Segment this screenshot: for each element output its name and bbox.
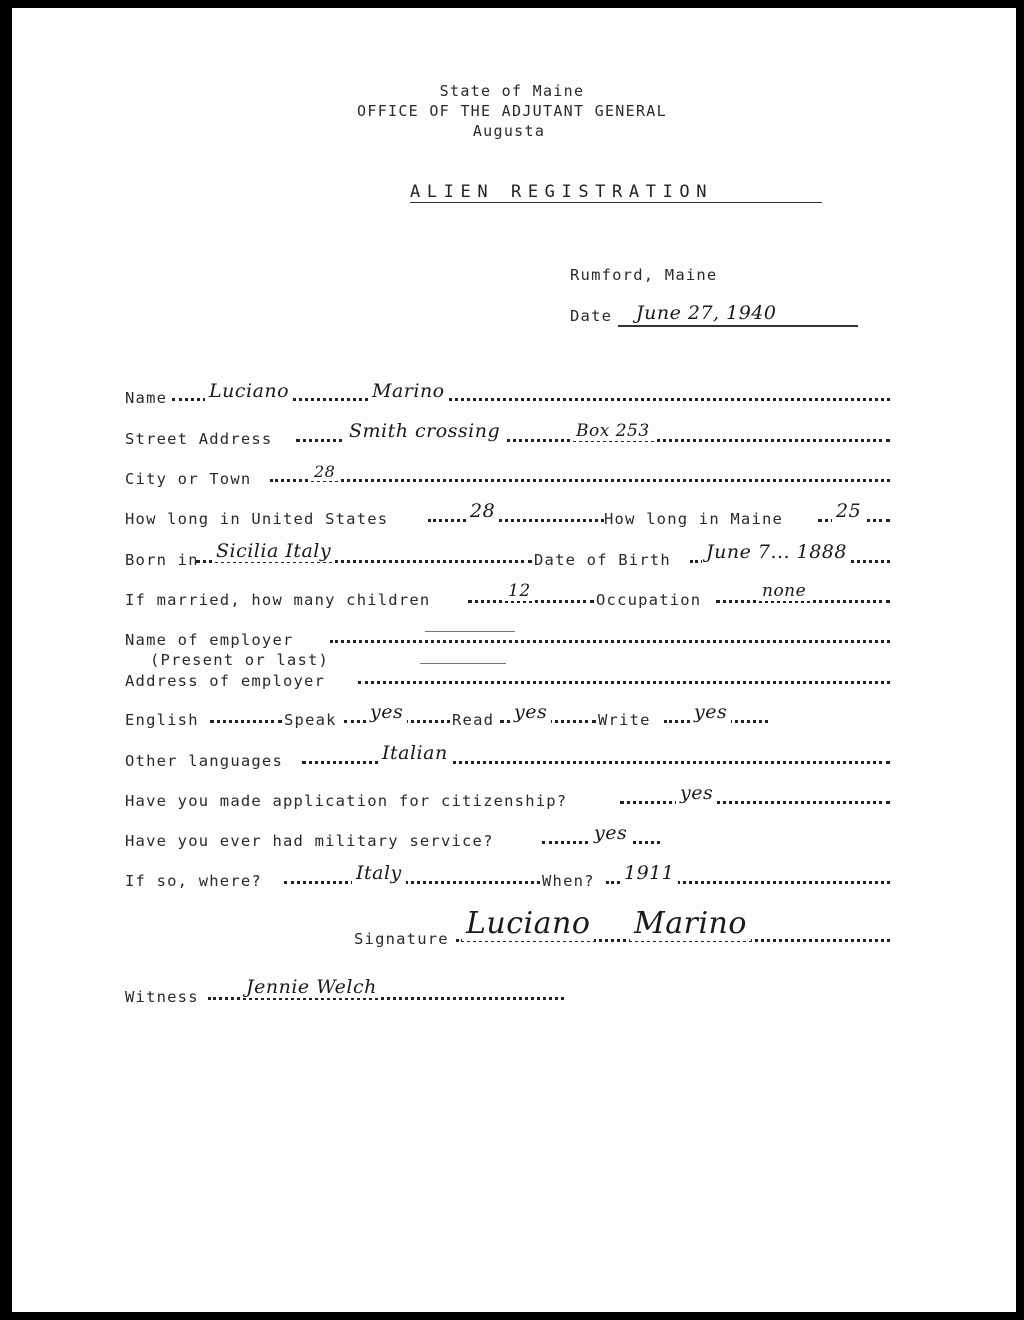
- occupation-value: none: [758, 581, 810, 601]
- street-label: Street Address: [125, 430, 273, 448]
- form-location: Rumford, Maine: [570, 266, 718, 284]
- city-label: City or Town: [125, 470, 252, 488]
- english-label: English: [125, 711, 199, 729]
- birthplace-label: Born in: [125, 551, 199, 569]
- employer-address-dots: [358, 681, 890, 684]
- us-duration-dots: [428, 519, 604, 522]
- witness-value: Jennie Welch: [242, 976, 381, 998]
- when-label: When?: [542, 872, 595, 890]
- write-value: yes: [690, 701, 731, 723]
- employer-address-label: Address of employer: [125, 672, 326, 690]
- speak-label: Speak: [284, 711, 337, 729]
- maine-duration-value: 25: [832, 500, 865, 522]
- where-value: Italy: [352, 862, 406, 884]
- header-state: State of Maine: [439, 82, 585, 100]
- street-value: Smith crossing: [345, 420, 504, 442]
- signature-first: Luciano: [462, 906, 594, 941]
- read-value: yes: [510, 701, 551, 723]
- where-dots: [284, 881, 540, 884]
- form-title: ALIEN REGISTRATION: [410, 182, 714, 202]
- employer-name-dots: [330, 640, 890, 643]
- employer-note-stroke: [420, 663, 506, 664]
- read-label: Read: [452, 711, 495, 729]
- employer-note: (Present or last): [150, 651, 330, 669]
- name-label: Name: [125, 389, 168, 407]
- dob-value: June 7... 1888: [702, 541, 851, 563]
- city-value: 28: [310, 462, 339, 481]
- languages-value: Italian: [378, 742, 452, 764]
- us-duration-value: 28: [466, 500, 499, 522]
- write-label: Write: [598, 711, 651, 729]
- citizenship-dots: [620, 801, 890, 804]
- maine-duration-label: How long in Maine: [604, 510, 784, 528]
- occupation-label: Occupation: [596, 591, 702, 609]
- signature-label: Signature: [354, 930, 449, 948]
- first-name-value: Luciano: [205, 380, 293, 402]
- speak-value: yes: [366, 701, 407, 723]
- header-office: OFFICE OF THE ADJUTANT GENERAL: [357, 102, 667, 120]
- city-dots: [270, 479, 890, 482]
- military-value: yes: [590, 822, 631, 844]
- children-value: 12: [504, 581, 535, 601]
- box-value: Box 253: [572, 421, 654, 441]
- birthplace-value: Sicilia Italy: [212, 540, 335, 562]
- signature-last: Marino: [630, 906, 751, 941]
- header-city: Augusta: [472, 122, 546, 140]
- when-value: 1911: [620, 862, 678, 884]
- languages-label: Other languages: [125, 752, 283, 770]
- where-label: If so, where?: [125, 872, 262, 890]
- us-duration-label: How long in United States: [125, 510, 389, 528]
- employer-name-label: Name of employer: [125, 631, 294, 649]
- citizenship-label: Have you made application for citizenship?: [125, 792, 568, 810]
- date-value: June 27, 1940: [636, 302, 777, 324]
- witness-label: Witness: [125, 988, 199, 1006]
- english-dots: [210, 720, 282, 723]
- employer-name-stroke: [425, 631, 515, 632]
- military-label: Have you ever had military service?: [125, 832, 494, 850]
- title-underline: [410, 202, 822, 203]
- dob-label: Date of Birth: [534, 551, 671, 569]
- date-label: Date: [570, 307, 613, 325]
- last-name-value: Marino: [368, 380, 449, 402]
- children-label: If married, how many children: [125, 591, 431, 609]
- date-line: [618, 325, 858, 327]
- citizenship-value: yes: [676, 782, 717, 804]
